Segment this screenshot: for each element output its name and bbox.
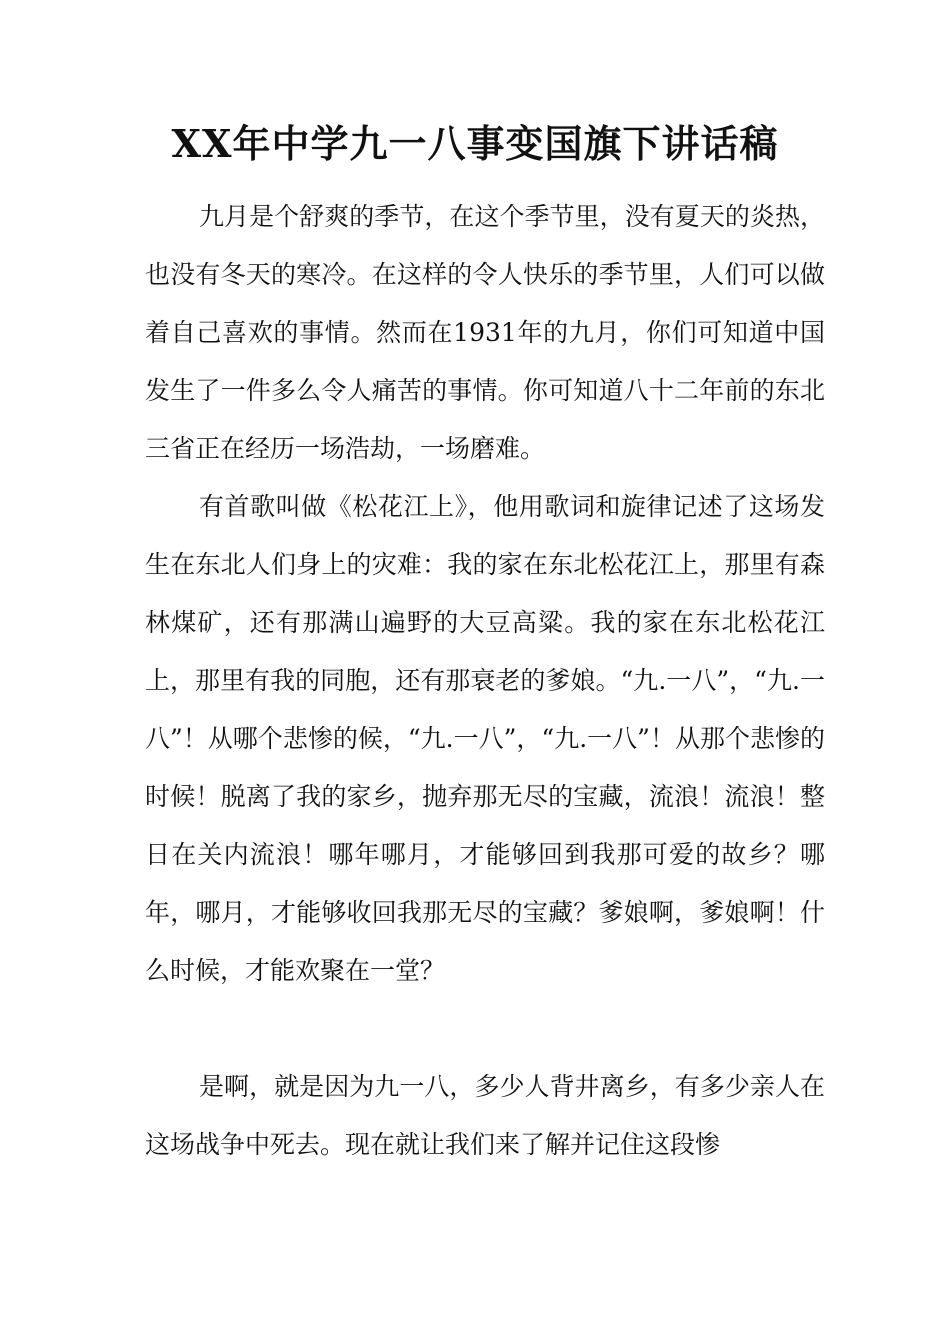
paragraph-2: 有首歌叫做《松花江上》，他用歌词和旋律记述了这场发生在东北人们身上的灾难：我的家在东北松花江上，那里有森林煤矿，还有那满山遍野的大豆高粱。我的家在东北松花江上，那里有我的同胞，还有那衰老的爹娘。“九.一八”，“九.一八”！从哪个悲惨的候，“九.一八”，“九.一八”！从那个悲惨的时候！脱离了我的家乡，抛弃那无尽的宝藏，流浪！流浪！整日在关内流浪！哪年哪月，才能够回到我那可爱的故乡？哪年，哪月，才能够收回我那无尽的宝藏？爹娘啊，爹娘啊！什么时候，才能欢聚在一堂？ xyxy=(145,492,825,985)
paragraph-3: 是啊，就是因为九一八，多少人背井离乡，有多少亲人在这场战争中死去。现在就让我们来了解并记住这段惨 xyxy=(145,1072,825,1159)
paragraph-spacer xyxy=(145,1000,825,1058)
document-title: XX年中学九一八事变国旗下讲话稿 xyxy=(171,121,779,166)
document-body xyxy=(145,188,825,1174)
paragraph-1: 九月是个舒爽的季节，在这个季节里，没有夏天的炎热，也没有冬天的寒冷。在这样的令人快乐的季节里，人们可以做着自己喜欢的事情。然而在1931年的九月，你们可知道中国发生了一件多么令人痛苦的事情。你可知道八十二年前的东北三省正在经历一场浩劫，一场磨难。 xyxy=(145,202,825,463)
